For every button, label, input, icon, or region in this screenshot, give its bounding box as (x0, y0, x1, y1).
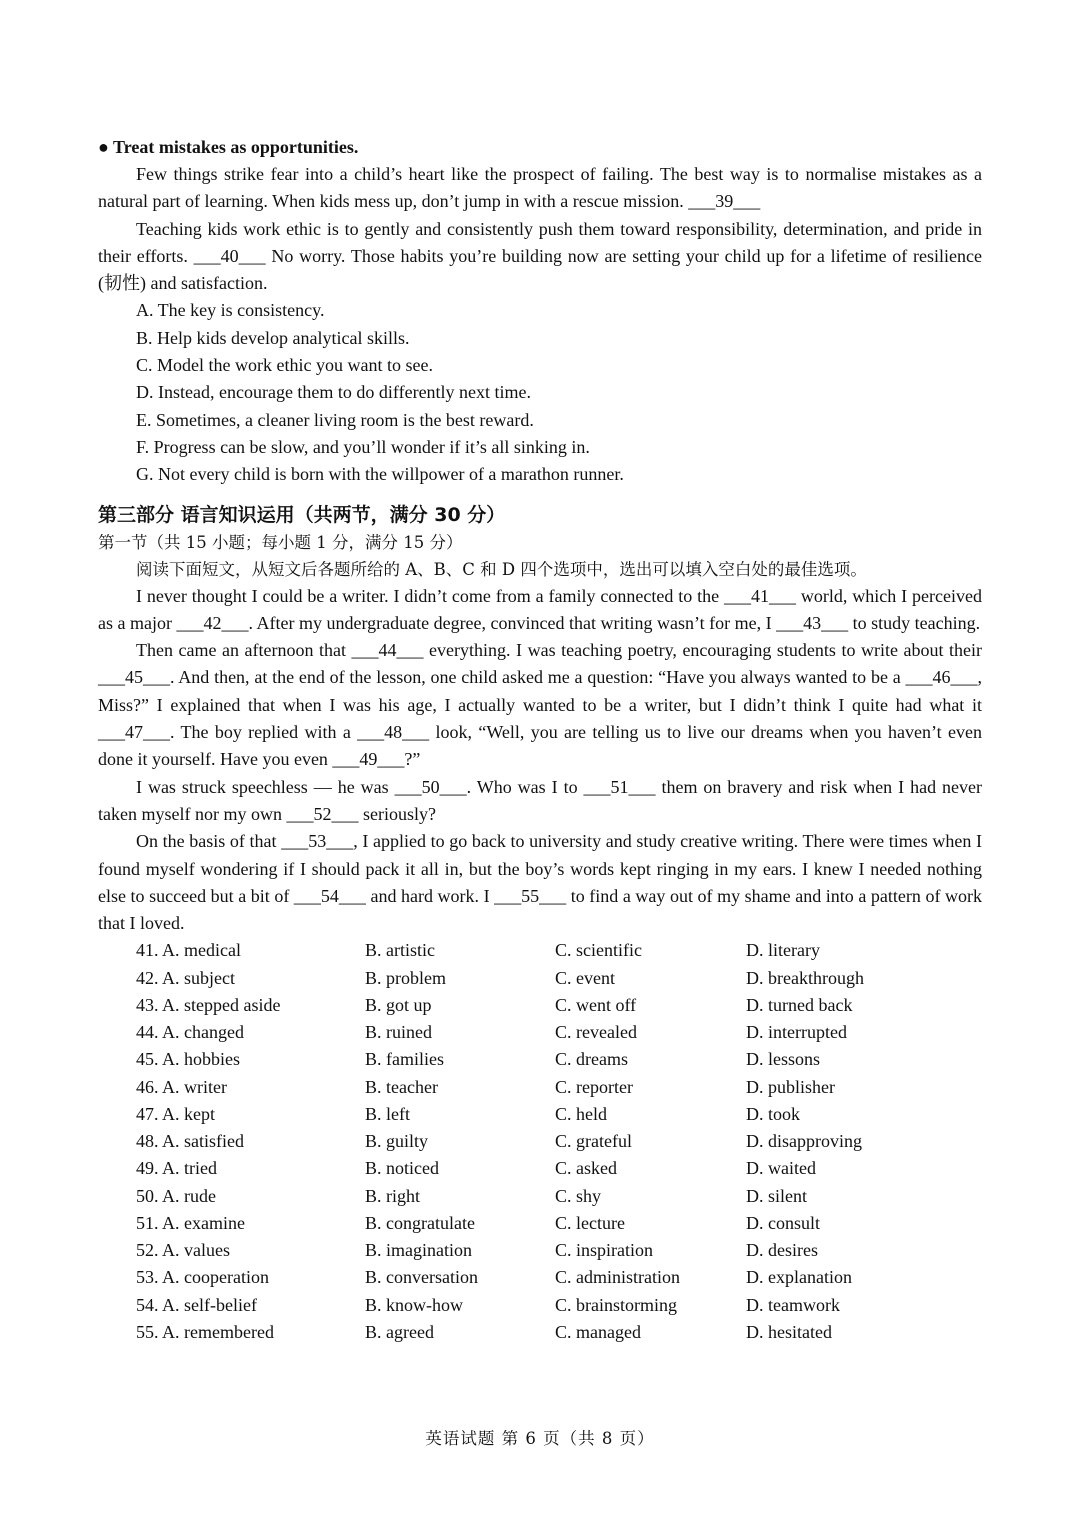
question-option-a: 54. A. self-belief (136, 1294, 257, 1315)
option-item: D. Instead, encourage them to do differently next time. (136, 382, 532, 403)
question-option-d: D. lessons (746, 1049, 821, 1070)
question-option-c: C. went off (555, 994, 637, 1015)
question-row (136, 1183, 946, 1210)
question-option-a: 51. A. examine (136, 1212, 245, 1233)
passage-paragraph: I never thought I could be a writer. I didn’t come from a family connected to the ___41___ world, which I perceived as a major ___42___. After my undergraduate degree, convinced that writing wasn’t for me, I ___43___ to study teaching. (98, 585, 982, 633)
option-item: B. Help kids develop analytical skills. (136, 327, 410, 348)
question-option-c: C. inspiration (555, 1240, 653, 1261)
question-option-b: B. know-how (365, 1294, 463, 1315)
question-row (136, 1074, 946, 1101)
question-option-b: B. right (365, 1185, 421, 1206)
question-option-d: D. breakthrough (746, 967, 864, 988)
question-option-c: C. held (555, 1103, 607, 1124)
question-row (136, 1046, 946, 1073)
question-option-d: D. explanation (746, 1267, 852, 1288)
question-option-a: 55. A. remembered (136, 1321, 274, 1342)
question-row (136, 1319, 946, 1346)
question-option-c: C. reporter (555, 1076, 633, 1097)
question-option-a: 48. A. satisfied (136, 1131, 244, 1152)
question-option-d: D. teamwork (746, 1294, 840, 1315)
passage-paragraph: I was struck speechless — he was ___50___. Who was I to ___51___ them on bravery and risk when I had never taken myself nor my own ___52___ seriously? (98, 776, 982, 824)
question-row (136, 1019, 946, 1046)
question-option-d: D. took (746, 1103, 800, 1124)
question-option-b: B. artistic (365, 940, 435, 961)
question-option-d: D. literary (746, 940, 820, 961)
question-option-b: B. congratulate (365, 1212, 475, 1233)
question-option-b: B. noticed (365, 1158, 439, 1179)
question-option-a: 52. A. values (136, 1240, 230, 1261)
question-row (136, 992, 946, 1019)
option-list (98, 297, 982, 488)
question-option-a: 45. A. hobbies (136, 1049, 241, 1070)
question-option-a: 47. A. kept (136, 1103, 215, 1124)
question-option-b: B. teacher (365, 1076, 438, 1097)
question-row (136, 937, 946, 964)
question-option-d: D. consult (746, 1212, 820, 1233)
question-option-d: D. turned back (746, 994, 853, 1015)
question-option-c: C. shy (555, 1185, 602, 1206)
question-option-a: 43. A. stepped aside (136, 994, 281, 1015)
part3-title: 第三部分 语言知识运用（共两节，满分 30 分） (98, 503, 506, 526)
question-option-c: C. lecture (555, 1212, 625, 1233)
question-option-d: D. hesitated (746, 1321, 832, 1342)
question-row (136, 1155, 946, 1182)
question-option-d: D. interrupted (746, 1022, 847, 1043)
question-option-b: B. left (365, 1103, 410, 1124)
question-option-b: B. families (365, 1049, 444, 1070)
question-option-c: C. revealed (555, 1022, 637, 1043)
question-option-d: D. disapproving (746, 1131, 862, 1152)
question-option-b: B. agreed (365, 1321, 434, 1342)
question-option-c: C. dreams (555, 1049, 628, 1070)
question-option-c: C. brainstorming (555, 1294, 677, 1315)
exam-page (98, 134, 982, 1346)
question-option-a: 41. A. medical (136, 940, 241, 961)
question-option-b: B. guilty (365, 1131, 429, 1152)
question-row (136, 1237, 946, 1264)
question-row (136, 1101, 946, 1128)
question-option-c: C. administration (555, 1267, 680, 1288)
question-option-a: 53. A. cooperation (136, 1267, 269, 1288)
question-row (136, 1128, 946, 1155)
question-option-d: D. silent (746, 1185, 807, 1206)
section1-title: 第一节（共 15 小题；每小题 1 分，满分 15 分） (98, 532, 463, 552)
question-row (136, 1292, 946, 1319)
question-option-c: C. event (555, 967, 615, 988)
question-option-b: B. conversation (365, 1267, 478, 1288)
option-item: F. Progress can be slow, and you’ll wonder if it’s all sinking in. (136, 436, 590, 457)
page-footer: 英语试题 第 6 页（共 8 页） (425, 1429, 655, 1448)
question-option-d: D. publisher (746, 1076, 835, 1097)
option-item: A. The key is consistency. (136, 300, 325, 321)
question-option-c: C. asked (555, 1158, 617, 1179)
question-option-c: C. grateful (555, 1131, 632, 1152)
question-option-b: B. problem (365, 967, 446, 988)
option-item: E. Sometimes, a cleaner living room is the best reward. (136, 409, 534, 430)
question-table (136, 937, 946, 1346)
reading-paragraph: Teaching kids work ethic is to gently and consistently push them toward responsibility, determination, and pride in their efforts. ___40___ No worry. Those habits you’re building now are setting your child up for a lifetime of resilience (韧性) and satisfaction. (98, 218, 982, 294)
question-option-b: B. got up (365, 994, 432, 1015)
question-option-b: B. imagination (365, 1240, 472, 1261)
question-option-a: 44. A. changed (136, 1022, 244, 1043)
question-option-a: 42. A. subject (136, 967, 235, 988)
question-row (136, 1210, 946, 1237)
question-option-b: B. ruined (365, 1022, 432, 1043)
passage-paragraph: Then came an afternoon that ___44___ everything. I was teaching poetry, encouraging students to write about their ___45___. And then, at the end of the lesson, one child asked me a question: “Have you always wanted to be a ___46___, Miss?” I explained that when I was his age, I actually wanted to be a writer, but I didn’t think I quite had what it ___47___. The boy replied with a ___48___ look, “Well, you are telling us to live our dreams when you haven’t even done it yourself. Have you even ___49___?” (98, 640, 982, 770)
reading-paragraph: Few things strike fear into a child’s heart like the prospect of failing. The best way is to normalise mistakes as a natural part of learning. When kids mess up, don’t jump in with a rescue mission. ___39___ (98, 164, 982, 212)
passage-paragraph: On the basis of that ___53___, I applied to go back to university and study creative writing. There were times when I found myself wondering if I should pack it all in, but the boy’s words kept ringing in my ears. I knew I needed nothing else to succeed but a bit of ___54___ and hard work. I ___55___ to find a way out of my shame and into a pattern of work that I loved. (98, 831, 982, 934)
question-row (136, 965, 946, 992)
bullet-heading: ● Treat mistakes as opportunities. (98, 137, 359, 157)
option-item: C. Model the work ethic you want to see. (136, 355, 433, 376)
question-option-a: 46. A. writer (136, 1076, 227, 1097)
question-row (136, 1264, 946, 1291)
question-option-d: D. desires (746, 1240, 818, 1261)
question-option-d: D. waited (746, 1158, 816, 1179)
instruction: 阅读下面短文，从短文后各题所给的 A、B、C 和 D 四个选项中，选出可以填入空白处的最佳选项。 (136, 559, 867, 579)
question-option-a: 50. A. rude (136, 1185, 216, 1206)
option-item: G. Not every child is born with the willpower of a marathon runner. (136, 464, 624, 485)
question-option-c: C. scientific (555, 940, 642, 961)
question-option-a: 49. A. tried (136, 1158, 217, 1179)
question-option-c: C. managed (555, 1321, 641, 1342)
